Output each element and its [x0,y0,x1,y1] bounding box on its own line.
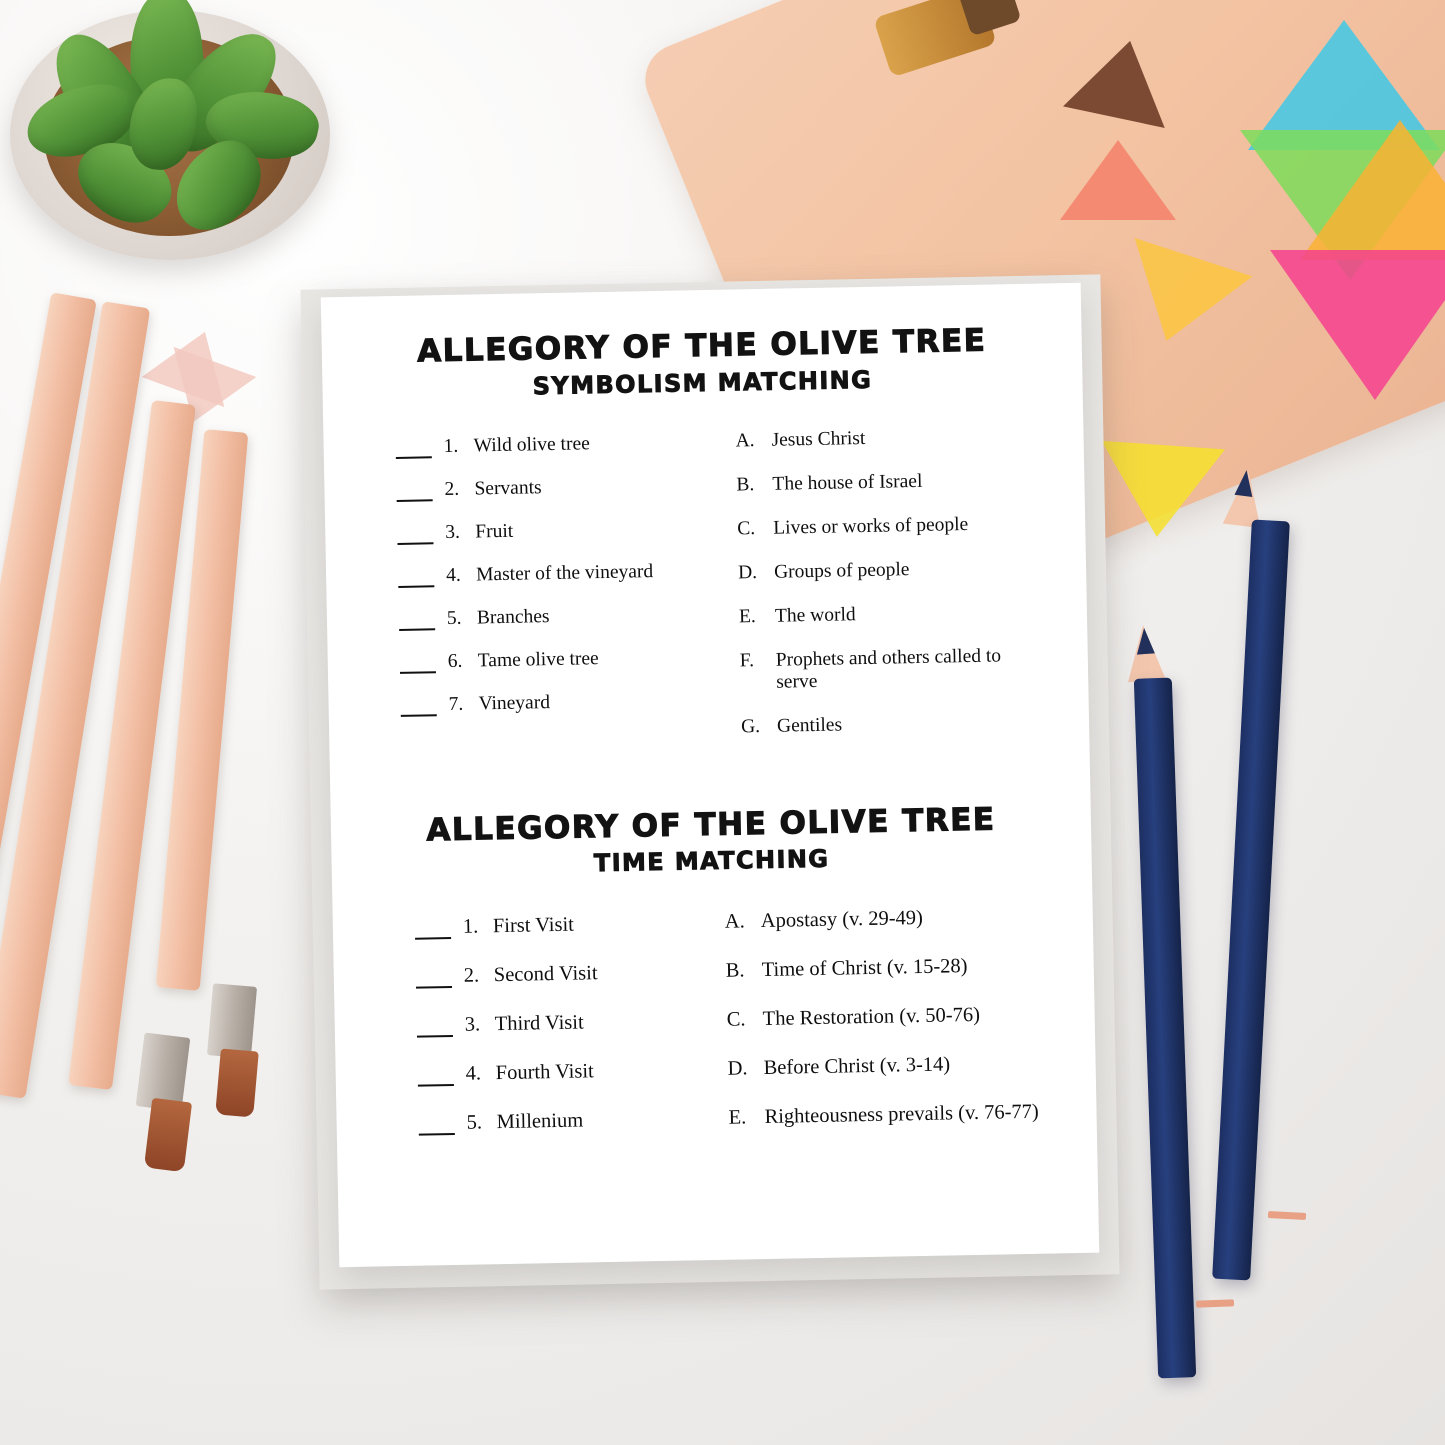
section2-items-column [379,911,720,1162]
brush-bristles-2 [215,1048,259,1117]
answer-text: Apostasy (v. 29-49) [760,907,924,933]
brush-bristles [144,1098,192,1172]
item-text: Fruit [475,520,514,543]
answer-blank[interactable] [418,1069,454,1087]
item-text: Master of the vineyard [475,560,654,586]
orange-triangle-shape [1300,120,1445,260]
section-symbolism [367,322,1043,767]
answer-text: Lives or works of people [773,513,969,539]
section2-title: ALLEGORY OF THE OLIVE TREE [426,801,996,849]
item-number: 1. [443,435,459,457]
answer-text: Prophets and others called to serve [775,644,1002,693]
item-number: 2. [463,964,480,987]
section1-subtitle: SYMBOLISM MATCHING [532,365,873,400]
match-item-row[interactable] [397,516,727,544]
answer-option-row [738,556,1040,584]
item-number: 3. [464,1013,481,1036]
section1-items-column [369,430,731,767]
answer-option-row [728,1101,1050,1130]
match-item-row[interactable] [400,688,730,716]
yellow-triangle-shape [1095,441,1225,541]
answer-blank[interactable] [396,484,432,502]
answer-option-row [739,600,1041,628]
answer-text: Jesus Christ [771,427,866,451]
item-text: Branches [476,605,550,629]
answer-blank[interactable] [419,1118,455,1136]
answer-blank[interactable] [400,656,436,674]
match-item-row[interactable] [416,960,716,989]
item-text: Third Visit [494,1011,584,1036]
match-item-row[interactable] [400,645,730,673]
match-item-row[interactable] [417,1009,717,1038]
item-text: Vineyard [478,691,551,715]
section2-answers-column [715,905,1052,1156]
answer-letter: C. [726,1008,746,1031]
answer-option-row [727,1052,1049,1081]
coral-triangle-shape [1060,140,1176,220]
answer-blank[interactable] [399,613,435,631]
item-number: 2. [444,478,460,500]
answer-option-row [726,954,1048,983]
match-item-row[interactable] [395,430,725,458]
brush-ferrule-2 [207,983,257,1059]
answer-option-row [735,424,1037,452]
answer-letter: E. [728,1106,747,1129]
pencil-tip-lead-2 [1135,627,1155,654]
section1-answers-column [725,424,1043,760]
item-text: Wild olive tree [473,432,590,457]
item-text: Servants [474,476,542,500]
answer-letter: D. [737,561,758,583]
answer-letter: A. [735,429,755,452]
answer-text: Before Christ (v. 3-14) [763,1053,951,1080]
answer-text: The world [774,603,856,627]
answer-letter: A. [724,910,745,933]
pencil-tip-lead [1234,469,1255,497]
section2-subtitle: TIME MATCHING [593,844,830,878]
item-number: 5. [466,1111,483,1134]
answer-option-row [740,644,1043,694]
answer-text: The house of Israel [772,470,923,495]
answer-text: The Restoration (v. 50-76) [762,1004,981,1031]
item-number: 4. [445,564,461,586]
item-number: 3. [445,521,461,543]
match-item-row[interactable] [417,1058,717,1087]
answer-blank[interactable] [415,922,451,940]
answer-blank[interactable] [396,441,432,459]
answer-option-row [726,1003,1048,1032]
match-item-row[interactable] [399,602,729,630]
item-number: 1. [462,915,479,938]
answer-option-row [725,905,1047,934]
item-number: 6. [447,650,463,672]
answer-letter: B. [736,473,755,496]
answer-letter: B. [725,959,745,982]
pink-triangle-shape [1270,250,1445,400]
item-text: First Visit [492,913,575,938]
match-item-row[interactable] [415,911,715,940]
section-time [377,800,1052,1162]
answer-letter: F. [739,649,755,671]
answer-blank[interactable] [416,971,452,989]
worksheet-page [321,283,1099,1267]
match-item-row[interactable] [396,473,726,501]
answer-blank[interactable] [400,699,436,717]
answer-text: Righteousness prevails (v. 76-77) [764,1100,1039,1129]
answer-option-row [741,710,1043,738]
match-item-row[interactable] [398,559,728,587]
answer-letter: G. [740,715,761,737]
match-item-row[interactable] [418,1107,718,1136]
answer-blank[interactable] [397,527,433,545]
answer-text: Time of Christ (v. 15-28) [761,955,968,982]
answer-text: Gentiles [776,714,843,737]
answer-letter: D. [727,1057,748,1080]
item-number: 4. [465,1062,482,1085]
answer-blank[interactable] [417,1020,453,1038]
section1-title: ALLEGORY OF THE OLIVE TREE [416,322,987,370]
item-text: Tame olive tree [477,647,599,672]
pencil-band-2 [1196,1299,1234,1307]
answer-letter: E. [738,605,756,627]
item-text: Fourth Visit [495,1060,594,1085]
answer-letter: C. [737,517,756,540]
item-number: 5. [446,607,462,629]
answer-text: Groups of people [773,558,910,583]
answer-blank[interactable] [398,570,434,588]
succulent-pot [10,0,340,270]
item-text: Second Visit [493,962,598,987]
answer-option-row [737,512,1039,540]
item-number: 7. [448,693,464,715]
item-text: Millenium [496,1109,584,1134]
answer-option-row [736,468,1038,496]
